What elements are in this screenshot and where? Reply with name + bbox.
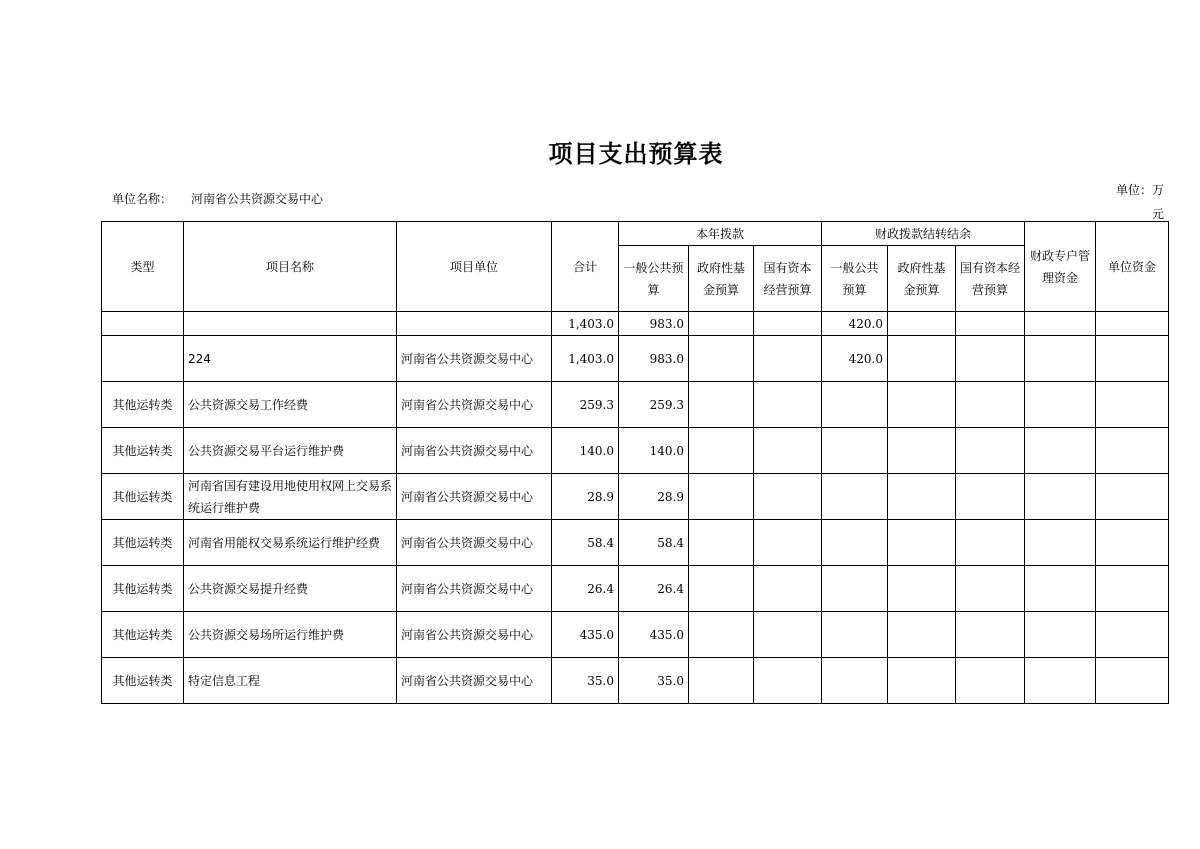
- cell-carry-general: [822, 658, 888, 704]
- cell-gov-fund: [689, 336, 754, 382]
- header-carry-gov-fund: 政府性基金预算: [888, 246, 956, 312]
- table-row: [102, 566, 1169, 612]
- cell-state-capital: [754, 312, 822, 336]
- cell-carry-general: 420.0: [822, 336, 888, 382]
- unit-name-label: 单位名称：: [112, 192, 173, 206]
- cell-gov-fund: [689, 658, 754, 704]
- header-current-year: 本年拨款: [619, 222, 822, 246]
- header-project-unit: 项目单位: [397, 222, 552, 312]
- cell-general-public: 140.0: [619, 428, 689, 474]
- cell-unit-fund: [1096, 474, 1169, 520]
- cell-project-name: 224: [184, 336, 397, 382]
- cell-gov-fund: [689, 520, 754, 566]
- cell-total: 28.9: [552, 474, 619, 520]
- cell-project-name: 河南省国有建设用地使用权网上交易系统运行维护费: [184, 474, 397, 520]
- cell-carry-gov-fund: [888, 382, 956, 428]
- header-state-capital: 国有资本经营预算: [754, 246, 822, 312]
- cell-total: 259.3: [552, 382, 619, 428]
- cell-special-fund: [1025, 474, 1096, 520]
- cell-project-name: 河南省用能权交易系统运行维护经费: [184, 520, 397, 566]
- cell-carry-state-capital: [956, 566, 1025, 612]
- cell-type: [102, 336, 184, 382]
- cell-project-name: 公共资源交易场所运行维护费: [184, 612, 397, 658]
- cell-carry-general: [822, 474, 888, 520]
- cell-unit-fund: [1096, 520, 1169, 566]
- cell-type: 其他运转类: [102, 474, 184, 520]
- header-gov-fund: 政府性基金预算: [689, 246, 754, 312]
- cell-project-name: [184, 312, 397, 336]
- cell-carry-gov-fund: [888, 428, 956, 474]
- cell-general-public: 983.0: [619, 336, 689, 382]
- cell-unit-fund: [1096, 658, 1169, 704]
- cell-carry-gov-fund: [888, 474, 956, 520]
- cell-special-fund: [1025, 658, 1096, 704]
- cell-state-capital: [754, 520, 822, 566]
- cell-total: 58.4: [552, 520, 619, 566]
- cell-total: 35.0: [552, 658, 619, 704]
- cell-gov-fund: [689, 612, 754, 658]
- cell-unit-fund: [1096, 566, 1169, 612]
- cell-state-capital: [754, 382, 822, 428]
- cell-special-fund: [1025, 520, 1096, 566]
- cell-total: 140.0: [552, 428, 619, 474]
- cell-project-unit: 河南省公共资源交易中心: [397, 336, 552, 382]
- cell-carry-gov-fund: [888, 612, 956, 658]
- cell-carry-gov-fund: [888, 520, 956, 566]
- cell-project-unit: 河南省公共资源交易中心: [397, 382, 552, 428]
- cell-project-unit: [397, 312, 552, 336]
- cell-gov-fund: [689, 428, 754, 474]
- cell-carry-gov-fund: [888, 312, 956, 336]
- cell-project-name: 特定信息工程: [184, 658, 397, 704]
- cell-special-fund: [1025, 566, 1096, 612]
- cell-general-public: 26.4: [619, 566, 689, 612]
- cell-special-fund: [1025, 612, 1096, 658]
- cell-general-public: 28.9: [619, 474, 689, 520]
- cell-carry-state-capital: [956, 612, 1025, 658]
- cell-type: 其他运转类: [102, 658, 184, 704]
- table-body: [102, 312, 1169, 704]
- unit-name-value: 河南省公共资源交易中心: [191, 192, 324, 206]
- table-row: [102, 312, 1169, 336]
- cell-special-fund: [1025, 428, 1096, 474]
- cell-unit-fund: [1096, 382, 1169, 428]
- cell-general-public: 983.0: [619, 312, 689, 336]
- cell-project-unit: 河南省公共资源交易中心: [397, 658, 552, 704]
- cell-gov-fund: [689, 382, 754, 428]
- table-row: [102, 612, 1169, 658]
- currency-unit: 单位：万元: [1115, 183, 1164, 221]
- cell-state-capital: [754, 428, 822, 474]
- cell-general-public: 58.4: [619, 520, 689, 566]
- table-row: [102, 658, 1169, 704]
- cell-carry-state-capital: [956, 658, 1025, 704]
- header-total: 合计: [552, 222, 619, 312]
- cell-general-public: 35.0: [619, 658, 689, 704]
- cell-carry-general: [822, 382, 888, 428]
- table-row: [102, 336, 1169, 382]
- cell-gov-fund: [689, 474, 754, 520]
- cell-carry-state-capital: [956, 382, 1025, 428]
- table-row: [102, 382, 1169, 428]
- table-row: [102, 474, 1169, 520]
- cell-type: 其他运转类: [102, 566, 184, 612]
- cell-carry-state-capital: [956, 336, 1025, 382]
- cell-carry-state-capital: [956, 312, 1025, 336]
- cell-type: 其他运转类: [102, 612, 184, 658]
- cell-carry-state-capital: [956, 474, 1025, 520]
- header-carry-general: 一般公共预算: [822, 246, 888, 312]
- cell-carry-general: [822, 612, 888, 658]
- cell-project-unit: 河南省公共资源交易中心: [397, 566, 552, 612]
- cell-carry-general: 420.0: [822, 312, 888, 336]
- cell-project-unit: 河南省公共资源交易中心: [397, 474, 552, 520]
- header-project-name: 项目名称: [184, 222, 397, 312]
- cell-project-name: 公共资源交易平台运行维护费: [184, 428, 397, 474]
- cell-general-public: 259.3: [619, 382, 689, 428]
- cell-general-public: 435.0: [619, 612, 689, 658]
- cell-gov-fund: [689, 566, 754, 612]
- cell-project-name: 公共资源交易提升经费: [184, 566, 397, 612]
- cell-unit-fund: [1096, 312, 1169, 336]
- cell-total: 1,403.0: [552, 312, 619, 336]
- cell-carry-gov-fund: [888, 336, 956, 382]
- cell-type: [102, 312, 184, 336]
- cell-total: 1,403.0: [552, 336, 619, 382]
- cell-state-capital: [754, 658, 822, 704]
- cell-carry-state-capital: [956, 428, 1025, 474]
- cell-carry-general: [822, 566, 888, 612]
- cell-unit-fund: [1096, 612, 1169, 658]
- cell-gov-fund: [689, 312, 754, 336]
- cell-unit-fund: [1096, 428, 1169, 474]
- header-carryover: 财政拨款结转结余: [822, 222, 1025, 246]
- cell-project-unit: 河南省公共资源交易中心: [397, 612, 552, 658]
- page-title: 项目支出预算表: [548, 139, 724, 168]
- header-unit-fund: 单位资金: [1096, 222, 1169, 312]
- header-general-public: 一般公共预算: [619, 246, 689, 312]
- header-type: 类型: [102, 222, 184, 312]
- cell-total: 26.4: [552, 566, 619, 612]
- cell-project-unit: 河南省公共资源交易中心: [397, 520, 552, 566]
- budget-table: [101, 221, 1169, 704]
- cell-type: 其他运转类: [102, 382, 184, 428]
- cell-type: 其他运转类: [102, 520, 184, 566]
- cell-state-capital: [754, 566, 822, 612]
- table-row: [102, 428, 1169, 474]
- cell-carry-gov-fund: [888, 658, 956, 704]
- cell-total: 435.0: [552, 612, 619, 658]
- cell-state-capital: [754, 612, 822, 658]
- cell-state-capital: [754, 474, 822, 520]
- header-carry-state-capital: 国有资本经营预算: [956, 246, 1025, 312]
- cell-special-fund: [1025, 382, 1096, 428]
- cell-carry-gov-fund: [888, 566, 956, 612]
- cell-type: 其他运转类: [102, 428, 184, 474]
- table-header: [102, 222, 1169, 312]
- cell-carry-state-capital: [956, 520, 1025, 566]
- cell-carry-general: [822, 520, 888, 566]
- cell-project-unit: 河南省公共资源交易中心: [397, 428, 552, 474]
- table-row: [102, 520, 1169, 566]
- cell-special-fund: [1025, 336, 1096, 382]
- cell-unit-fund: [1096, 336, 1169, 382]
- header-special-fund: 财政专户管理资金: [1025, 222, 1096, 312]
- cell-state-capital: [754, 336, 822, 382]
- cell-special-fund: [1025, 312, 1096, 336]
- cell-carry-general: [822, 428, 888, 474]
- cell-project-name: 公共资源交易工作经费: [184, 382, 397, 428]
